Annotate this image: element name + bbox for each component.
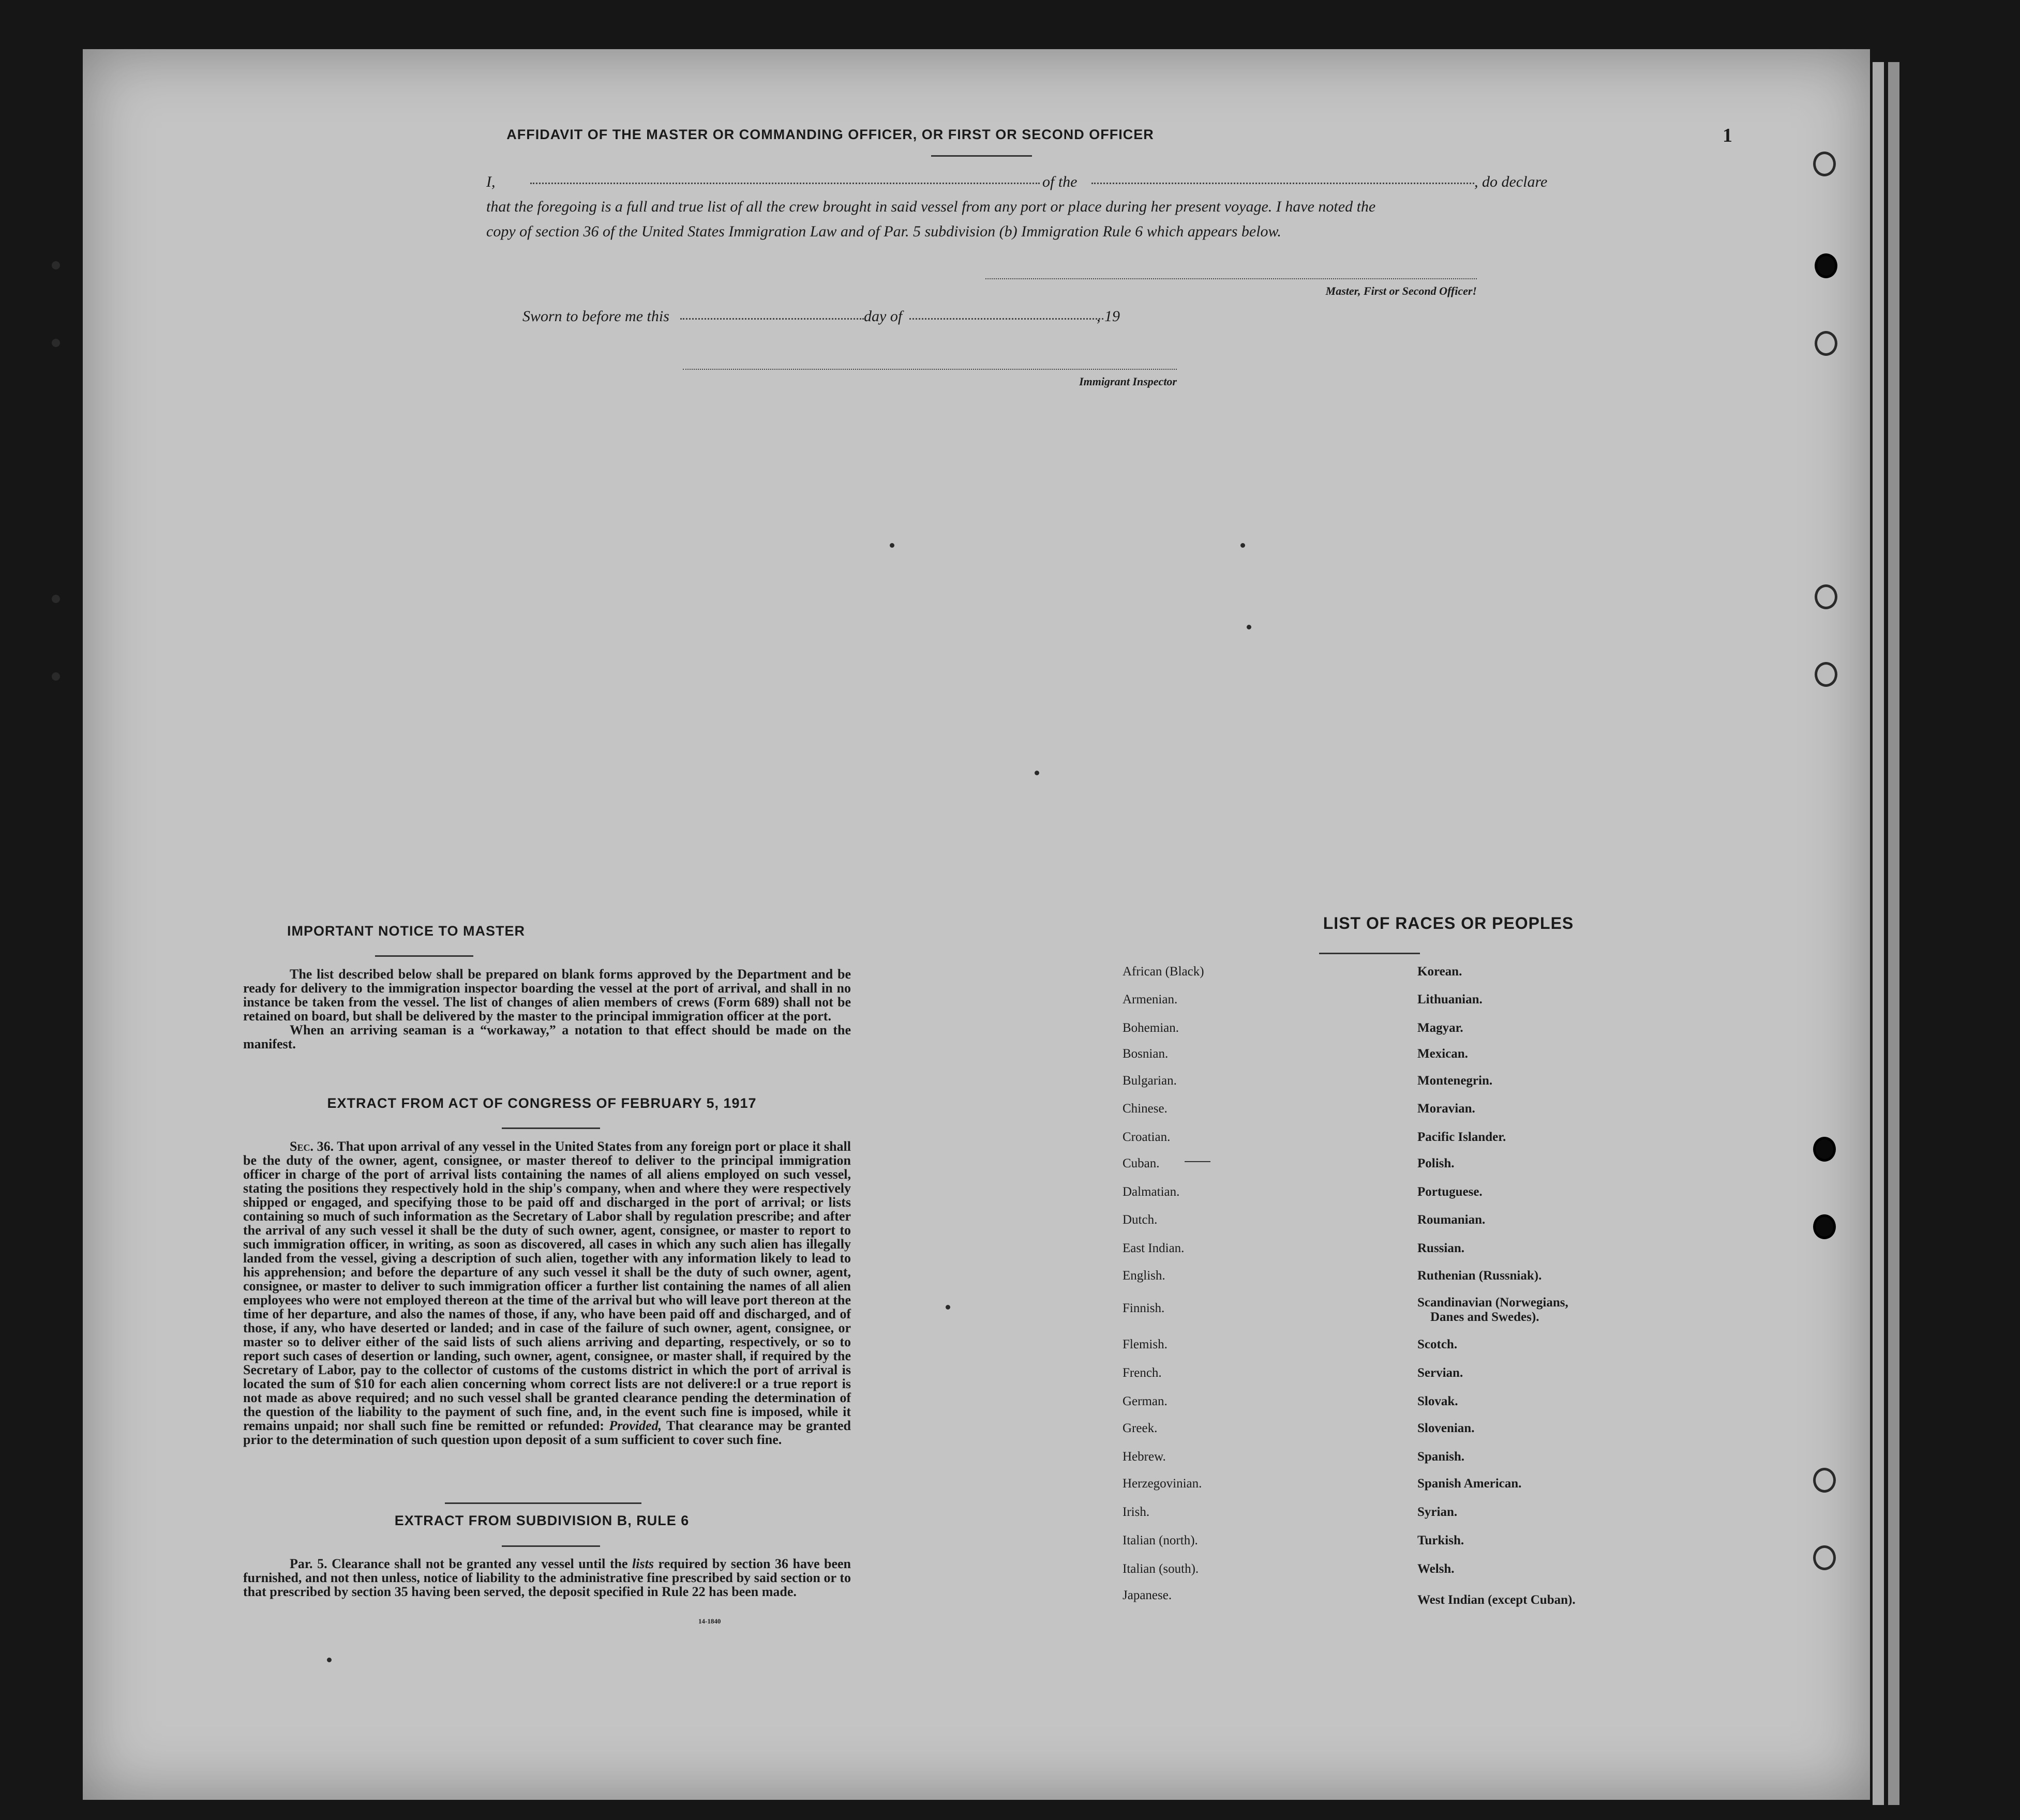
rule-extract-text bbox=[243, 1557, 851, 1599]
race-left: Irish. bbox=[1123, 1505, 1150, 1519]
race-left: French. bbox=[1123, 1366, 1162, 1380]
section-36-text: That upon arrival of any vessel in the United States from any foreign port or place it shall be the duty of the owner, agent, consignee, or master thereof to deliver to the principal immigration officer in charge of the port of arrival lists containing the names of all aliens employed on such vessel, stating the positions they respectively hold in the ship's company, when and where they were respectively shipped or engaged, and specifying those to be paid off and discharged in the port of arrival; or lists containing so much of such information as the Secretary of Labor shall by regulation prescribe; and after the arrival of any such vessel it shall be the duty of such owner, agent, consignee, or master to report to such immigration officer, in writing, as soon as discovered, all cases in which any such alien has illegally landed from the vessel, giving a description of such alien, together with any information likely to lead to his apprehension; and before the departure of any such vessel it shall be the duty of such owner, agent, consignee, or master to deliver to such immigration officer a further list containing the names of all alien employees who were not employed thereon at the time of the arrival but who will leave port thereon at the time of her departure, and also the names of those, if any, who have been paid off and discharged, and of those, if any, who have deserted or landed; and in case of the failure of such owner, agent, consignee, or master so to deliver either of the said lists of such aliens arriving and departing, respectively, or so to report such cases of desertion or landing, such owner, agent, consignee, or master shall, if required by the Secretary of Labor, pay to the collector of customs of the customs district in which the port of arrival is located the sum of $10 for each alien concerning whom correct lists are not delivere:l or a true report is not made as above required; and no such vessel shall be granted clearance pending the determination of the question of the liability to the payment of such fine, and, in the event such fine is imposed, while it remains unpaid; nor shall such fine be remitted or refunded: bbox=[243, 1139, 851, 1433]
rule-extract-rule bbox=[502, 1545, 600, 1547]
name-blank[interactable] bbox=[530, 183, 1040, 184]
race-left: Greek. bbox=[1123, 1421, 1158, 1435]
races-title: LIST OF RACES OR PEOPLES bbox=[1323, 914, 1574, 932]
race-right: Spanish American. bbox=[1417, 1477, 1522, 1491]
race-left: Finnish. bbox=[1123, 1301, 1165, 1315]
binder-hole bbox=[1813, 1545, 1836, 1570]
page-mark: 1 bbox=[1723, 125, 1732, 146]
race-left: Dutch. bbox=[1123, 1213, 1158, 1227]
race-right: Scandinavian (Norwegians, Danes and Swedes). bbox=[1417, 1296, 1568, 1324]
stray-mark bbox=[1185, 1161, 1210, 1162]
race-right: Syrian. bbox=[1417, 1505, 1458, 1519]
inspector-label: Immigrant Inspector bbox=[1079, 375, 1177, 388]
race-left: Japanese. bbox=[1123, 1588, 1172, 1602]
race-left: Bosnian. bbox=[1123, 1047, 1169, 1061]
race-right: Turkish. bbox=[1417, 1533, 1464, 1547]
race-left: Italian (north). bbox=[1123, 1533, 1198, 1547]
year-text: , 19 bbox=[1097, 308, 1120, 325]
proviso-word: Provided, bbox=[609, 1418, 662, 1433]
race-right: Servian. bbox=[1417, 1366, 1463, 1380]
act-extract-rule bbox=[502, 1127, 600, 1129]
race-left: Italian (south). bbox=[1123, 1562, 1199, 1576]
affidavit-title: AFFIDAVIT OF THE MASTER OR COMMANDING OFFICER, OR FIRST OR SECOND OFFICER bbox=[506, 127, 1154, 142]
race-right: Lithuanian. bbox=[1417, 992, 1483, 1006]
race-left: English. bbox=[1123, 1269, 1165, 1283]
affidavit-line-3: copy of section 36 of the United States Immigration Law and of Par. 5 subdivision (b) Immigration Rule 6 which appears below. bbox=[486, 223, 1281, 240]
race-left: Croatian. bbox=[1123, 1130, 1171, 1144]
page-edge-strip bbox=[1873, 62, 1884, 1805]
section-36-paragraph bbox=[243, 1139, 851, 1447]
race-left: Armenian. bbox=[1123, 992, 1178, 1006]
race-right: Scotch. bbox=[1417, 1337, 1458, 1351]
race-right: Ruthenian (Russniak). bbox=[1417, 1269, 1542, 1283]
notice-rule bbox=[375, 955, 473, 957]
race-left: Cuban. bbox=[1123, 1156, 1160, 1170]
affidavit-line-2: that the foregoing is a full and true list of all the crew brought in said vessel from any port or place during her present voyage. I have noted the bbox=[486, 198, 1376, 215]
race-right: West Indian (except Cuban). bbox=[1417, 1593, 1576, 1607]
race-left: Flemish. bbox=[1123, 1337, 1168, 1351]
affidavit-do-declare: , do declare bbox=[1474, 173, 1548, 190]
page-edge-strip bbox=[1888, 62, 1899, 1805]
lists-word: lists bbox=[632, 1556, 654, 1571]
sworn-month-blank[interactable] bbox=[909, 318, 1103, 320]
race-right: Slovenian. bbox=[1417, 1421, 1475, 1435]
race-right: Slovak. bbox=[1417, 1394, 1458, 1408]
edge-spot bbox=[52, 672, 60, 681]
affidavit-i: I, bbox=[486, 173, 496, 190]
act-extract-title: EXTRACT FROM ACT OF CONGRESS OF FEBRUARY 5, 1917 bbox=[327, 1095, 757, 1111]
section-label: Sec. 36. bbox=[290, 1139, 334, 1154]
race-left: Hebrew. bbox=[1123, 1450, 1166, 1464]
race-left: African (Black) bbox=[1123, 965, 1204, 979]
race-right: Welsh. bbox=[1417, 1562, 1455, 1576]
race-left: Herzegovinian. bbox=[1123, 1477, 1202, 1491]
binder-hole bbox=[1813, 152, 1836, 176]
race-left: Bohemian. bbox=[1123, 1021, 1179, 1035]
binder-hole bbox=[1813, 1214, 1836, 1239]
speck bbox=[1035, 771, 1039, 775]
vessel-blank[interactable] bbox=[1091, 183, 1474, 184]
speck bbox=[1240, 543, 1245, 548]
speck bbox=[946, 1305, 950, 1310]
race-left: East Indian. bbox=[1123, 1241, 1185, 1255]
binder-hole bbox=[1815, 584, 1837, 609]
race-right: Pacific Islander. bbox=[1417, 1130, 1506, 1144]
speck bbox=[1247, 625, 1251, 629]
race-right: Polish. bbox=[1417, 1156, 1455, 1170]
race-left: German. bbox=[1123, 1394, 1168, 1408]
section-36-text-end: That clearance may be granted prior to the determination of such question upon deposit of a sum sufficient to cover such fine. bbox=[243, 1418, 851, 1447]
binder-hole bbox=[1815, 331, 1837, 356]
race-right: Moravian. bbox=[1417, 1102, 1475, 1116]
binder-hole bbox=[1815, 253, 1837, 278]
sworn-text: Sworn to before me this bbox=[522, 308, 669, 325]
edge-spot bbox=[52, 595, 60, 603]
officer-signature-line[interactable] bbox=[985, 278, 1477, 279]
race-left: Bulgarian. bbox=[1123, 1074, 1177, 1088]
race-right: Portuguese. bbox=[1417, 1185, 1483, 1199]
race-right: Spanish. bbox=[1417, 1450, 1465, 1464]
race-right: Roumanian. bbox=[1417, 1213, 1486, 1227]
speck bbox=[327, 1658, 332, 1662]
inspector-signature-line[interactable] bbox=[683, 369, 1177, 370]
document-sheet bbox=[83, 49, 1870, 1800]
par-5-text: Par. 5. Clearance shall not be granted any vessel until the bbox=[290, 1556, 628, 1571]
binder-hole bbox=[1813, 1468, 1836, 1493]
race-right: Mexican. bbox=[1417, 1047, 1468, 1061]
act-extract-text bbox=[243, 1139, 851, 1447]
races-rule bbox=[1319, 953, 1420, 954]
affidavit-of-the: of the bbox=[1042, 173, 1078, 190]
race-right: Montenegrin. bbox=[1417, 1074, 1493, 1088]
notice-paragraph: When an arriving seaman is a “workaway,” a notation to that effect should be made on the manifest. bbox=[243, 1022, 851, 1051]
section-divider bbox=[445, 1502, 641, 1504]
day-of-text: day of bbox=[864, 308, 903, 325]
par-5-paragraph bbox=[243, 1557, 851, 1599]
binder-hole bbox=[1813, 1137, 1836, 1162]
race-right: Korean. bbox=[1417, 965, 1462, 979]
officer-signature-label: Master, First or Second Officer! bbox=[1325, 284, 1477, 297]
notice-paragraph: The list described below shall be prepared on blank forms approved by the Department and be ready for delivery to the immigration inspector boarding the vessel at the port of arrival, and shall in no instance be taken from the vessel. The list of changes of alien members of crews (Form 689) shall not be retained on board, but shall be delivered by the master to the principal immigration officer at the port. bbox=[243, 967, 851, 1024]
race-left: Chinese. bbox=[1123, 1102, 1168, 1116]
edge-spot bbox=[52, 339, 60, 347]
edge-spot bbox=[52, 261, 60, 269]
notice-text bbox=[243, 967, 851, 1051]
notice-title: IMPORTANT NOTICE TO MASTER bbox=[287, 923, 525, 939]
par-5-text-end: required by section 36 have been furnished, and not then unless, notice of liability to the administrative fine prescribed by said section or to that prescribed by section 35 having been served, the deposit specified in Rule 22 has been made. bbox=[243, 1556, 851, 1599]
title-rule bbox=[931, 155, 1032, 157]
form-number: 14-1840 bbox=[698, 1617, 721, 1625]
rule-extract-title: EXTRACT FROM SUBDIVISION B, RULE 6 bbox=[394, 1513, 690, 1528]
race-right: Russian. bbox=[1417, 1241, 1465, 1255]
race-left: Dalmatian. bbox=[1123, 1185, 1180, 1199]
sworn-day-blank[interactable] bbox=[680, 318, 864, 320]
race-right: Magyar. bbox=[1417, 1021, 1463, 1035]
speck bbox=[890, 543, 894, 548]
binder-hole bbox=[1815, 662, 1837, 687]
